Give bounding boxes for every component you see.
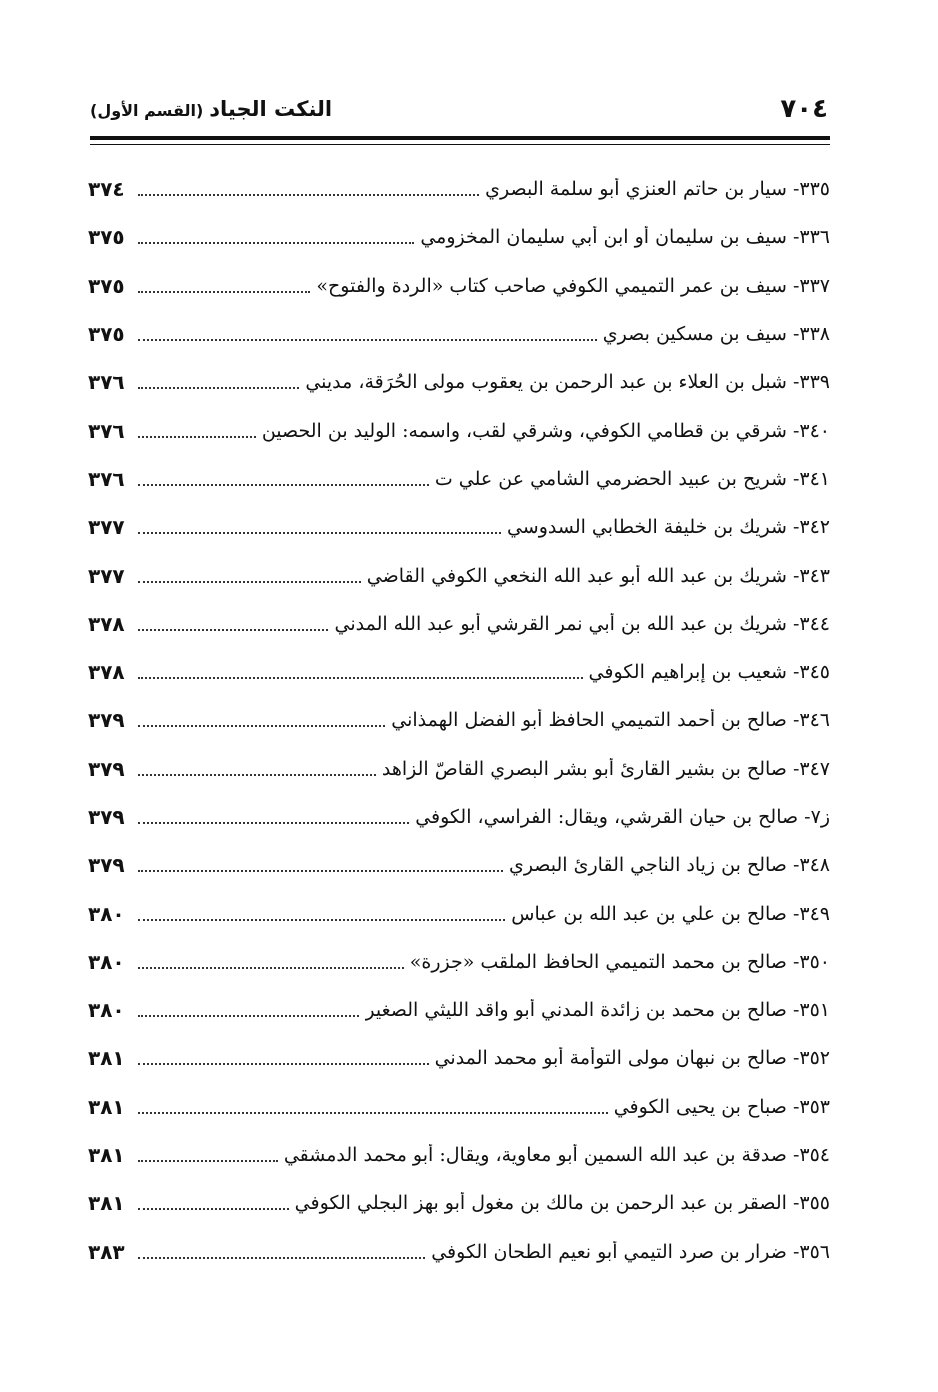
dot-leader bbox=[138, 919, 505, 921]
toc-entry-title: ٣٣٥- سيار بن حاتم العنزي أبو سلمة البصري bbox=[485, 178, 830, 201]
table-of-contents bbox=[88, 165, 830, 1276]
toc-entry-title: ٣٤٢- شريك بن خليفة الخطابي السدوسي bbox=[506, 516, 830, 539]
toc-entry-page: ٣٧٥ bbox=[88, 322, 125, 347]
dot-leader bbox=[138, 436, 256, 438]
toc-entry bbox=[88, 1034, 830, 1082]
dot-leader bbox=[138, 339, 597, 341]
toc-entry-title: ٣٥٤- صدقة بن عبد الله السمين أبو معاوية، ويقال: أبو محمد الدمشقي bbox=[283, 1144, 830, 1167]
toc-entry-page: ٣٨٣ bbox=[88, 1239, 125, 1264]
toc-entry-title: ٣٥٥- الصقر بن عبد الرحمن بن مالك بن مغول أبو بهز البجلي الكوفي bbox=[294, 1192, 830, 1215]
dot-leader bbox=[138, 291, 310, 293]
page-number: ٧٠٤ bbox=[780, 94, 828, 124]
toc-entry-title: ٣٣٦- سيف بن سليمان أو ابن أبي سليمان المخزومي bbox=[420, 226, 830, 249]
toc-entry-page: ٣٧٥ bbox=[88, 225, 125, 250]
toc-entry-title: ٣٣٧- سيف بن عمر التميمي الكوفي صاحب كتاب «الردة والفتوح» bbox=[316, 274, 830, 297]
toc-entry bbox=[88, 938, 830, 986]
toc-entry bbox=[88, 213, 830, 261]
header-rule-thick bbox=[90, 136, 830, 140]
toc-entry bbox=[88, 1179, 830, 1227]
page-header bbox=[90, 88, 828, 130]
toc-entry bbox=[88, 745, 830, 793]
toc-entry-title: ٣٤٨- صالح بن زياد الناجي القارئ البصري bbox=[508, 854, 830, 877]
toc-entry-page: ٣٨٠ bbox=[88, 949, 125, 974]
dot-leader bbox=[138, 387, 299, 389]
toc-entry-page: ٣٧٦ bbox=[88, 370, 125, 395]
book-title: النكت الجياد bbox=[209, 97, 333, 121]
toc-entry bbox=[88, 358, 830, 406]
dot-leader bbox=[138, 870, 503, 872]
dot-leader bbox=[138, 725, 385, 727]
toc-entry bbox=[88, 503, 830, 551]
toc-entry-title: ٣٤٥- شعيب بن إبراهيم الكوفي bbox=[588, 661, 830, 684]
dot-leader bbox=[138, 242, 414, 244]
toc-entry-page: ٣٧٥ bbox=[88, 273, 125, 298]
toc-entry bbox=[88, 696, 830, 744]
toc-entry bbox=[88, 1083, 830, 1131]
dot-leader bbox=[138, 774, 376, 776]
dot-leader bbox=[138, 1160, 278, 1162]
toc-entry-page: ٣٧٩ bbox=[88, 756, 125, 781]
toc-entry-title: ٣٤٤- شريك بن عبد الله بن أبي نمر القرشي أبو عبد الله المدني bbox=[334, 612, 830, 635]
toc-entry-title: ٣٣٩- شبل بن العلاء بن عبد الرحمن بن يعقوب مولى الحُرَقة، مديني bbox=[305, 371, 830, 394]
dot-leader bbox=[138, 581, 361, 583]
toc-entry-page: ٣٧٦ bbox=[88, 466, 125, 491]
toc-entry bbox=[88, 455, 830, 503]
toc-entry-title: ٣٤٦- صالح بن أحمد التميمي الحافظ أبو الفضل الهمذاني bbox=[391, 709, 830, 732]
toc-entry-title: ٣٤٧- صالح بن بشير القارئ أبو بشر البصري القاصّ الزاهد bbox=[381, 757, 830, 780]
dot-leader bbox=[138, 677, 583, 679]
toc-entry-title: ٣٤٠- شرقي بن قطامي الكوفي، وشرقي لقب، واسمه: الوليد بن الحصين bbox=[261, 419, 830, 442]
toc-entry bbox=[88, 793, 830, 841]
toc-entry-page: ٣٧٨ bbox=[88, 660, 125, 685]
toc-entry-page: ٣٧٧ bbox=[88, 515, 125, 540]
toc-entry-page: ٣٨٠ bbox=[88, 998, 125, 1023]
toc-entry-title: ٣٥٦- ضرار بن صرد التيمي أبو نعيم الطحان الكوفي bbox=[431, 1240, 830, 1263]
toc-entry-page: ٣٧٩ bbox=[88, 853, 125, 878]
dot-leader bbox=[138, 629, 328, 631]
toc-entry bbox=[88, 551, 830, 599]
toc-entry-page: ٣٨١ bbox=[88, 1191, 125, 1216]
dot-leader bbox=[138, 822, 409, 824]
toc-entry bbox=[88, 841, 830, 889]
toc-entry-page: ٣٨١ bbox=[88, 1046, 125, 1071]
toc-entry bbox=[88, 310, 830, 358]
toc-entry-page: ٣٨١ bbox=[88, 1094, 125, 1119]
toc-entry-page: ٣٧٨ bbox=[88, 611, 125, 636]
header-rule-thin bbox=[90, 144, 830, 145]
toc-entry-title: ٣٥١- صالح بن محمد بن زائدة المدني أبو واقد الليثي الصغير bbox=[365, 999, 830, 1022]
dot-leader bbox=[138, 1257, 425, 1259]
toc-entry-title: ٣٥٣- صباح بن يحيى الكوفي bbox=[613, 1095, 830, 1118]
dot-leader bbox=[138, 1015, 359, 1017]
toc-entry bbox=[88, 889, 830, 937]
toc-entry bbox=[88, 986, 830, 1034]
toc-entry-title: ٣٥٢- صالح بن نبهان مولى التوأمة أبو محمد المدني bbox=[434, 1047, 830, 1070]
toc-entry-title: ٣٥٠- صالح بن محمد التميمي الحافظ الملقب «جزرة» bbox=[409, 950, 830, 973]
toc-entry-title: ٣٤١- شريح بن عبيد الحضرمي الشامي عن علي ت bbox=[434, 467, 830, 490]
dot-leader bbox=[138, 1063, 429, 1065]
toc-entry-page: ٣٧٦ bbox=[88, 418, 125, 443]
toc-entry-title: ز٧- صالح بن حيان القرشي، ويقال: الفراسي، الكوفي bbox=[415, 806, 830, 828]
toc-entry-title: ٣٤٩- صالح بن علي بن عبد الله بن عباس bbox=[511, 902, 830, 925]
toc-entry-page: ٣٧٩ bbox=[88, 708, 125, 733]
toc-entry-page: ٣٧٧ bbox=[88, 563, 125, 588]
toc-entry bbox=[88, 406, 830, 454]
dot-leader bbox=[138, 1112, 608, 1114]
toc-entry bbox=[88, 262, 830, 310]
toc-entry-title: ٣٣٨- سيف بن مسكين بصري bbox=[602, 323, 830, 346]
dot-leader bbox=[138, 194, 479, 196]
book-section: (القسم الأول) bbox=[90, 101, 204, 120]
toc-entry-title: ٣٤٣- شريك بن عبد الله أبو عبد الله النخعي الكوفي القاضي bbox=[366, 564, 830, 587]
toc-entry bbox=[88, 600, 830, 648]
toc-entry-page: ٣٧٤ bbox=[88, 177, 125, 202]
dot-leader bbox=[138, 484, 429, 486]
toc-entry bbox=[88, 1131, 830, 1179]
toc-entry bbox=[88, 165, 830, 213]
toc-entry bbox=[88, 648, 830, 696]
dot-leader bbox=[138, 532, 501, 534]
toc-entry-page: ٣٨٠ bbox=[88, 901, 125, 926]
book-title-group bbox=[90, 97, 332, 121]
dot-leader bbox=[138, 967, 404, 969]
toc-entry-page: ٣٨١ bbox=[88, 1143, 125, 1168]
toc-entry-page: ٣٧٩ bbox=[88, 805, 125, 829]
toc-entry bbox=[88, 1228, 830, 1276]
dot-leader bbox=[138, 1208, 289, 1210]
